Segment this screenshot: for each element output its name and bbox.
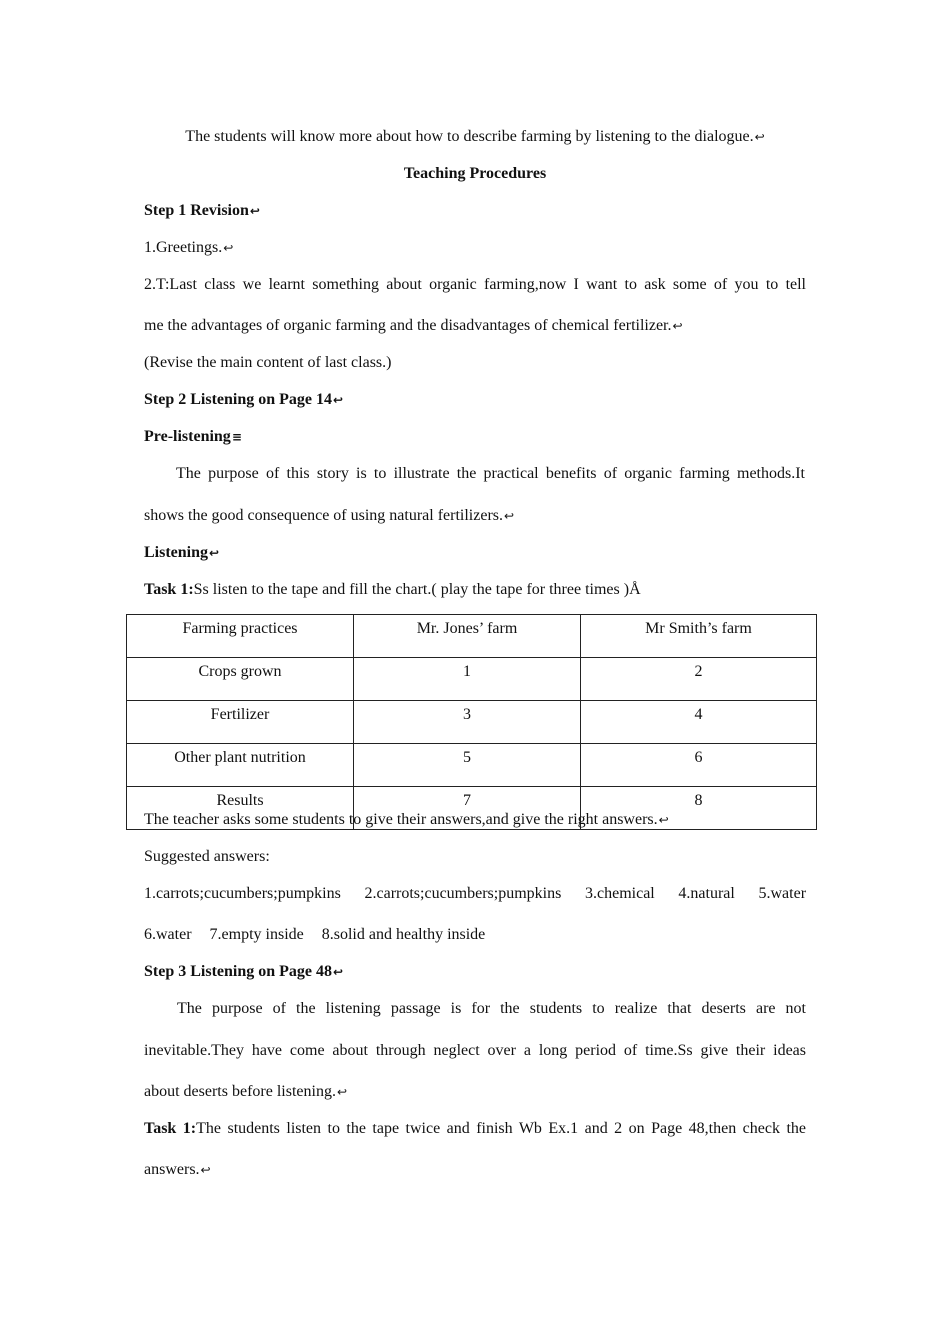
step3-line-2: inevitable.They have come about through neglect over a long period of time.Ss give their ideas bbox=[144, 1042, 806, 1059]
table-cell: 3 bbox=[354, 701, 581, 744]
table-cell: 1 bbox=[354, 658, 581, 701]
step3-line-3 bbox=[144, 1082, 806, 1102]
table-cell: Fertilizer bbox=[127, 701, 354, 744]
table-cell: 4 bbox=[581, 701, 817, 744]
answer-item: 1.carrots;cucumbers;pumpkins bbox=[144, 885, 341, 902]
paragraph-mark-icon: ↩ bbox=[672, 319, 683, 333]
table-cell: 8 bbox=[581, 787, 817, 830]
answer-item: 5.water bbox=[758, 885, 807, 902]
step3-heading bbox=[144, 962, 806, 982]
revision-text-2: me the advantages of organic farming and the disadvantages of chemical fertilizer. bbox=[144, 317, 672, 334]
answer-item: 7.empty inside bbox=[209, 926, 304, 943]
step3-text: Step 3 Listening on Page 48 bbox=[144, 963, 333, 980]
step1-heading bbox=[144, 201, 806, 221]
greetings-text: 1.Greetings. bbox=[144, 239, 223, 256]
answer-item: 4.natural bbox=[678, 885, 735, 902]
list-mark-icon: ≡ bbox=[231, 430, 242, 444]
table-cell: 2 bbox=[581, 658, 817, 701]
paragraph-mark-icon: ↩ bbox=[336, 1085, 348, 1099]
listening-text: Listening bbox=[144, 544, 209, 561]
step3-text-3: about deserts before listening. bbox=[144, 1083, 336, 1100]
teacher-asks-line bbox=[144, 810, 806, 830]
greetings-line bbox=[144, 238, 806, 258]
table-header-cell: Farming practices bbox=[127, 615, 354, 658]
table-cell: 6 bbox=[581, 744, 817, 787]
task1b-text-2: answers. bbox=[144, 1161, 200, 1178]
paragraph-mark-icon: ↩ bbox=[249, 204, 260, 218]
task1b-label: Task 1: bbox=[144, 1120, 197, 1137]
task1-label: Task 1: bbox=[144, 581, 194, 598]
step2-text: Step 2 Listening on Page 14 bbox=[144, 391, 333, 408]
revision-note: (Revise the main content of last class.) bbox=[144, 354, 392, 371]
paragraph-mark-icon: ↩ bbox=[658, 813, 669, 827]
purpose-line-2 bbox=[144, 506, 806, 526]
table-cell: Results bbox=[127, 787, 354, 830]
table-row bbox=[127, 744, 817, 787]
answers-line-1 bbox=[144, 884, 806, 904]
step2-heading bbox=[144, 390, 806, 410]
revision-line-2 bbox=[144, 316, 806, 336]
answers-line-2 bbox=[144, 925, 806, 945]
answer-item: 3.chemical bbox=[585, 885, 655, 902]
task1b-line-1 bbox=[144, 1119, 806, 1139]
paragraph-mark-icon: ↩ bbox=[333, 393, 344, 407]
paragraph-mark-icon: ↩ bbox=[333, 965, 344, 979]
teacher-asks-text: The teacher asks some students to give their answers,and give the right answers. bbox=[144, 811, 658, 828]
paragraph-mark-icon: ↩ bbox=[504, 509, 515, 523]
table-header-row bbox=[127, 615, 817, 658]
objective-text: The students will know more about how to describe farming by listening to the dialogue. bbox=[185, 128, 754, 145]
procedures-heading: Teaching Procedures bbox=[403, 165, 547, 182]
paragraph-mark-icon: ↩ bbox=[223, 241, 234, 255]
table-row bbox=[127, 658, 817, 701]
task1b-line-2 bbox=[144, 1160, 806, 1180]
objective-line bbox=[144, 127, 806, 147]
task1b-text-1: The students listen to the tape twice and finish Wb Ex.1 and 2 on Page 48,then check the bbox=[196, 1120, 806, 1137]
answer-item: 8.solid and healthy inside bbox=[321, 926, 486, 943]
step1-text: Step 1 Revision bbox=[144, 202, 249, 219]
task1-line bbox=[144, 580, 806, 600]
farming-chart-table bbox=[126, 614, 817, 830]
answer-item: 2.carrots;cucumbers;pumpkins bbox=[364, 885, 562, 902]
revision-line-1: 2.T:Last class we learnt something about organic farming,now I want to ask some of you to tell bbox=[144, 276, 806, 293]
table-cell: Crops grown bbox=[127, 658, 354, 701]
paragraph-mark-icon: ↩ bbox=[209, 546, 220, 560]
table-cell: 7 bbox=[354, 787, 581, 830]
purpose-text-2: shows the good consequence of using natural fertilizers. bbox=[144, 507, 504, 524]
table-cell: Other plant nutrition bbox=[127, 744, 354, 787]
purpose-line-1: The purpose of this story is to illustrate the practical benefits of organic farming methods.It bbox=[176, 465, 805, 482]
table-cell: 5 bbox=[354, 744, 581, 787]
answer-item: 6.water bbox=[144, 926, 192, 943]
step3-line-1: The purpose of the listening passage is for the students to realize that deserts are not bbox=[177, 1000, 806, 1017]
task1-text: Ss listen to the tape and fill the chart.( play the tape for three times )Å bbox=[193, 581, 641, 598]
prelistening-text: Pre-listening bbox=[144, 428, 231, 445]
paragraph-mark-icon: ↩ bbox=[200, 1163, 211, 1177]
table-header-cell: Mr Smith’s farm bbox=[581, 615, 817, 658]
table-row bbox=[127, 701, 817, 744]
prelistening-heading bbox=[144, 427, 806, 447]
listening-heading bbox=[144, 543, 806, 563]
suggested-answers-label: Suggested answers: bbox=[144, 848, 270, 865]
paragraph-mark-icon: ↩ bbox=[754, 130, 765, 144]
table-header-cell: Mr. Jones’ farm bbox=[354, 615, 581, 658]
